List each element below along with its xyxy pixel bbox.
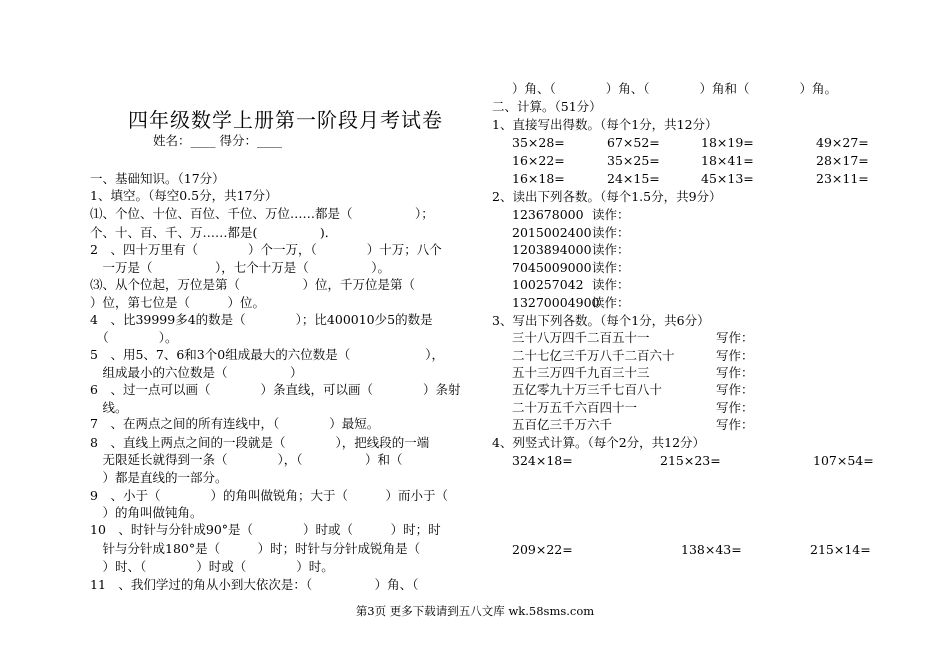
write-label-2: 写作：	[716, 348, 754, 363]
calc-r3-c1: 16×18=	[512, 171, 565, 186]
write-number-2: 二十七亿三千万八千二百六十	[512, 348, 675, 363]
page-title: 四年级数学上册第一阶段月考试卷	[128, 108, 443, 132]
section-2-header: 二、计算。（51分）	[492, 99, 602, 114]
vertical-calc-3: 107×54=	[813, 453, 874, 468]
left-line-17: 无限延长就得到一条（ ），（ ）和（	[90, 452, 403, 467]
vertical-calc-2: 215×23=	[660, 453, 721, 468]
calc-r3-c2: 24×15=	[607, 171, 660, 186]
read-label-5: 读作：	[592, 277, 630, 292]
calc-r1-c2: 67×52=	[607, 135, 660, 150]
vertical-calc-4: 209×22=	[512, 542, 573, 557]
left-line-23: ）时、（ ）时或（ ）时。	[90, 559, 334, 574]
left-line-12: 组成最小的六位数是（ ）	[90, 365, 303, 380]
left-line-19: 9 、小于（ ）的角叫做锐角；大于（ ）而小于（	[90, 488, 448, 503]
left-line-13: 6 、过一点可以画（ ）条直线，可以画（ ）条射	[90, 382, 461, 397]
left-line-21: 10 、时针与分针成90°是（ ）时或（ ）时；时	[90, 522, 441, 537]
section-2-3-header: 3、写出下列各数。（每个1分，共6分）	[492, 313, 710, 328]
write-label-5: 写作：	[716, 400, 754, 415]
section-2-4-header: 4、列竖式计算。（每个2分，共12分）	[492, 435, 706, 450]
read-label-1: 读作：	[592, 207, 630, 222]
left-line-11: 5 、用5、7、6和3个0组成最大的六位数是（ ），	[90, 347, 444, 362]
vertical-calc-6: 215×14=	[810, 542, 871, 557]
left-line-18: ）都是直线的一部分。	[90, 470, 228, 485]
calc-r1-c3: 18×19=	[701, 135, 754, 150]
left-line-9: 4 、比39999多4的数是（ ）；比400010少5的数是	[90, 312, 433, 327]
read-number-2: 2015002400	[512, 225, 592, 240]
left-line-1: 一、基础知识。（17分）	[90, 171, 225, 186]
left-line-6: 一万是（ ），七个十万是（ ）。	[90, 260, 391, 275]
calc-r2-c1: 16×22=	[512, 153, 565, 168]
left-line-5: 2 、四十万里有（ ）个一万，（ ）十万；八个	[90, 242, 442, 257]
read-label-2: 读作：	[592, 225, 630, 240]
page-footer: 第3页 更多下载请到五八文库 wk.58sms.com	[355, 604, 595, 618]
read-number-4: 7045009000	[512, 260, 592, 275]
write-label-6: 写作：	[716, 417, 754, 432]
name-score-line: 姓名：____ 得分：____	[153, 133, 282, 148]
read-number-1: 123678000	[512, 207, 584, 222]
write-number-6: 五百亿三千万六千	[512, 417, 613, 432]
calc-r2-c2: 35×25=	[607, 153, 660, 168]
write-number-5: 二十万五千六百四十一	[512, 400, 638, 415]
calc-r2-c3: 18×41=	[701, 153, 754, 168]
left-line-16: 8 、直线上两点之间的一段就是（ ），把线段的一端	[90, 435, 430, 450]
calc-r1-c4: 49×27=	[816, 135, 869, 150]
left-line-2: 1、填空。（每空0.5分，共17分）	[90, 188, 278, 203]
left-line-14: 线。	[90, 400, 128, 415]
left-line-3: ⑴、个位、十位、百位、千位、万位……都是（ ）；	[90, 206, 434, 221]
calc-r2-c4: 28×17=	[816, 153, 869, 168]
left-line-7: ⑶、从个位起，万位是第（ ）位，千万位是第（	[90, 277, 416, 292]
read-label-4: 读作：	[592, 260, 630, 275]
read-number-6: 13270004900	[512, 295, 600, 310]
write-label-3: 写作：	[716, 365, 754, 380]
write-number-3: 五十三万四千九百三十三	[512, 365, 650, 380]
write-number-1: 三十八万四千二百五十一	[512, 330, 650, 345]
angle-order-continuation: ）角、（ ）角、（ ）角和（ ）角。	[512, 81, 838, 96]
section-2-1-header: 1、直接写出得数。（每个1分，共12分）	[492, 117, 718, 132]
vertical-calc-1: 324×18=	[512, 453, 573, 468]
left-line-15: 7 、在两点之间的所有连线中，（ ）最短。	[90, 416, 380, 431]
left-line-24: 11 、我们学过的角从小到大依次是：（ ）角、（	[90, 577, 419, 592]
read-number-5: 100257042	[512, 277, 584, 292]
calc-r1-c1: 35×28=	[512, 135, 565, 150]
write-label-4: 写作：	[716, 382, 754, 397]
calc-r3-c4: 23×11=	[816, 171, 869, 186]
read-number-3: 1203894000	[512, 242, 592, 257]
left-line-20: ）的角叫做钝角。	[90, 505, 203, 520]
read-label-3: 读作：	[592, 242, 630, 257]
write-label-1: 写作：	[716, 330, 754, 345]
calc-r3-c3: 45×13=	[701, 171, 754, 186]
left-line-10: （ ）。	[90, 330, 178, 345]
left-line-22: 针与分针成180°是（ ）时；时针与分针成锐角是（	[90, 541, 421, 556]
vertical-calc-5: 138×43=	[681, 542, 742, 557]
left-line-4: 个、十、百、千、万……都是( )．	[90, 225, 338, 240]
left-line-8: ）位，第七位是（ ）位。	[90, 295, 266, 310]
write-number-4: 五亿零九十万三千七百八十	[512, 382, 663, 397]
section-2-2-header: 2、读出下列各数。（每个1.5分，共9分）	[492, 189, 722, 204]
read-label-6: 读作：	[592, 295, 630, 310]
